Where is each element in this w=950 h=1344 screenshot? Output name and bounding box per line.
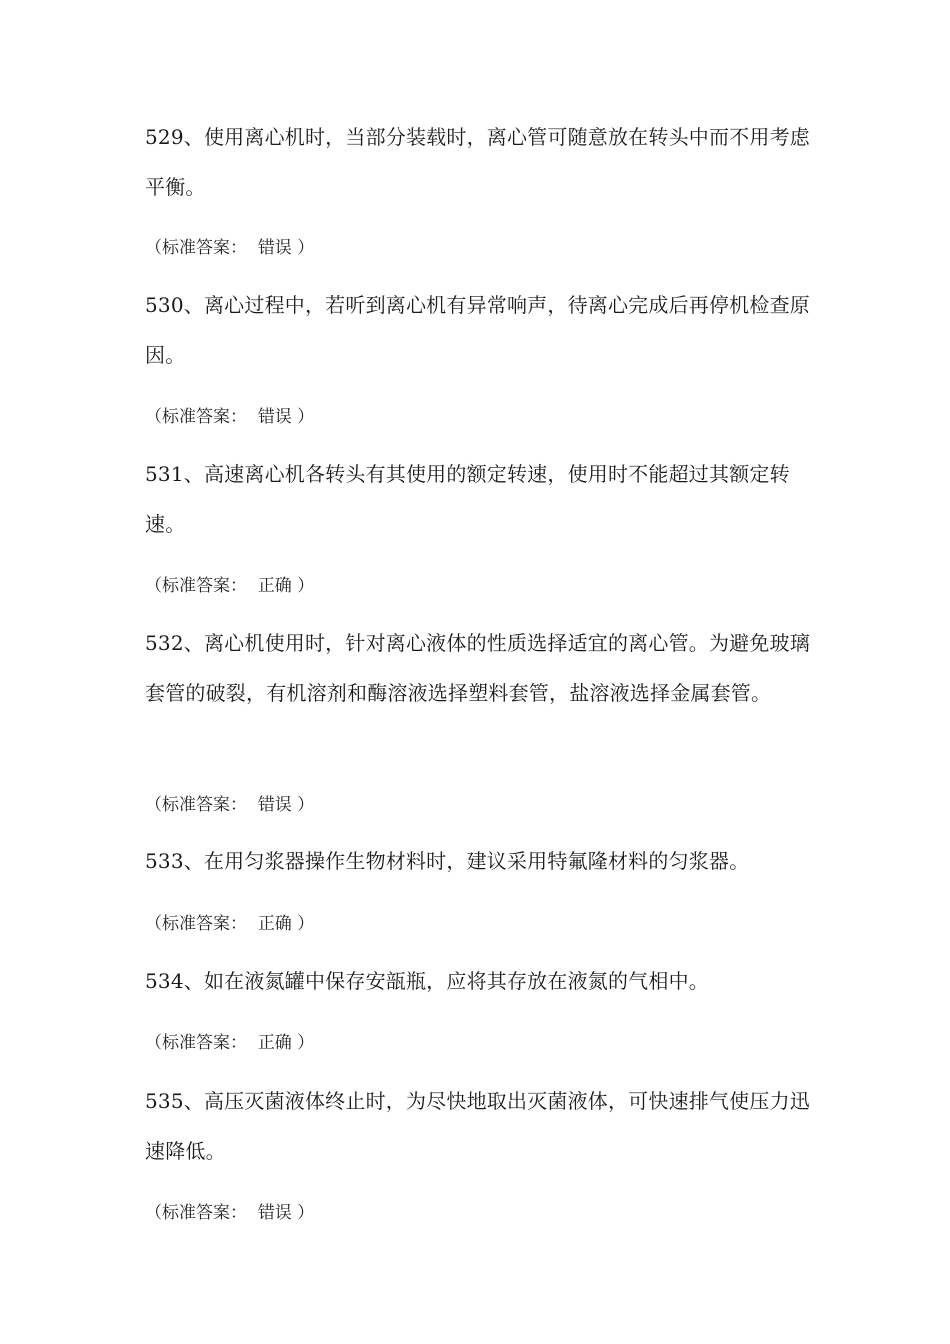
- question-534: 534、如在液氮罐中保存安瓿瓶，应将其存放在液氮的气相中。: [145, 969, 709, 993]
- question-532: 532、离心机使用时，针对离心液体的性质选择适宜的离心管。为避免玻璃套管的破裂，有机溶剂和酶溶液选择塑料套管，盐溶液选择金属套管。: [145, 631, 810, 705]
- answer-529: [145, 236, 314, 260]
- answer-close: ）: [297, 407, 315, 427]
- answer-close: ）: [297, 576, 315, 596]
- answer-label: （标准答案：: [145, 407, 247, 427]
- answer-close: ）: [297, 795, 315, 815]
- answer-label: （标准答案：: [145, 576, 247, 596]
- answer-531: [145, 574, 314, 598]
- answer-label: （标准答案：: [145, 238, 247, 258]
- answer-value: 错误: [257, 407, 292, 427]
- answer-close: ）: [297, 238, 315, 258]
- answer-value: 正确: [257, 576, 292, 596]
- answer-close: ）: [297, 914, 315, 934]
- answer-close: ）: [297, 1203, 315, 1223]
- answer-535: [145, 1201, 314, 1225]
- answer-530: [145, 405, 314, 429]
- answer-value: 错误: [257, 795, 292, 815]
- answer-label: （标准答案：: [145, 1203, 247, 1223]
- answer-value: 错误: [257, 1203, 292, 1223]
- answer-532: [145, 793, 314, 817]
- answer-534: [145, 1031, 314, 1055]
- answer-close: ）: [297, 1033, 315, 1053]
- answer-value: 错误: [257, 238, 292, 258]
- answer-value: 正确: [257, 914, 292, 934]
- answer-label: （标准答案：: [145, 795, 247, 815]
- question-529: 529、使用离心机时，当部分装载时，离心管可随意放在转头中而不用考虑平衡。: [145, 125, 810, 199]
- question-531: 531、高速离心机各转头有其使用的额定转速，使用时不能超过其额定转速。: [145, 462, 790, 536]
- answer-533: [145, 912, 314, 936]
- question-530: 530、离心过程中，若听到离心机有异常响声，待离心完成后再停机检查原因。: [145, 293, 810, 367]
- answer-label: （标准答案：: [145, 914, 247, 934]
- answer-value: 正确: [257, 1033, 292, 1053]
- answer-label: （标准答案：: [145, 1033, 247, 1053]
- question-533: 533、在用匀浆器操作生物材料时，建议采用特氟隆材料的匀浆器。: [145, 849, 750, 873]
- question-535: 535、高压灭菌液体终止时，为尽快地取出灭菌液体，可快速排气使压力迅速降低。: [145, 1089, 810, 1163]
